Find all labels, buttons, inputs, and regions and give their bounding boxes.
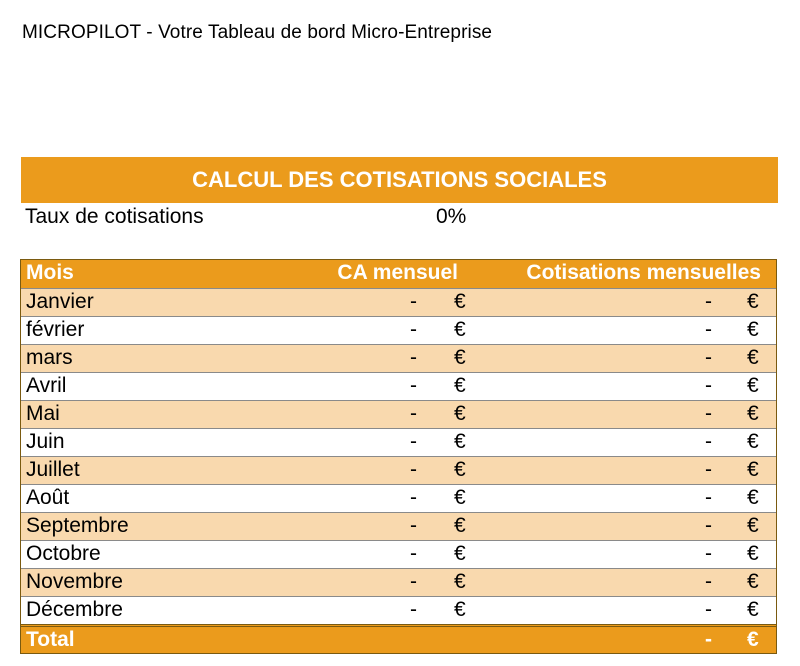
cot-value-cell[interactable]: - <box>705 486 712 509</box>
cot-value-cell[interactable]: - <box>705 346 712 369</box>
cot-value-cell[interactable]: - <box>705 430 712 453</box>
cot-currency: € <box>747 374 759 397</box>
ca-currency: € <box>454 486 466 509</box>
month-cell[interactable]: Avril <box>26 374 67 397</box>
ca-value-cell[interactable]: - <box>410 570 417 593</box>
table-total-row[interactable] <box>21 624 776 653</box>
rate-row <box>21 204 481 232</box>
table-row[interactable] <box>21 484 776 512</box>
cot-value-cell[interactable]: - <box>705 318 712 341</box>
cot-value-cell[interactable]: - <box>705 290 712 313</box>
total-cot-value-cell[interactable]: - <box>705 628 712 651</box>
section-banner <box>21 157 778 203</box>
cot-currency: € <box>747 430 759 453</box>
month-cell[interactable]: Octobre <box>26 542 101 565</box>
table-row[interactable] <box>21 288 776 316</box>
ca-currency: € <box>454 402 466 425</box>
cot-currency: € <box>747 514 759 537</box>
ca-value-cell[interactable]: - <box>410 542 417 565</box>
cot-currency: € <box>747 318 759 341</box>
table-row[interactable] <box>21 372 776 400</box>
header-ca: CA mensuel <box>337 261 458 284</box>
month-cell[interactable]: février <box>26 318 85 341</box>
ca-currency: € <box>454 542 466 565</box>
rate-label: Taux de cotisations <box>25 205 204 228</box>
ca-currency: € <box>454 458 466 481</box>
table-row[interactable] <box>21 540 776 568</box>
total-label: Total <box>26 628 75 651</box>
ca-currency: € <box>454 570 466 593</box>
table-row[interactable] <box>21 428 776 456</box>
table-row[interactable] <box>21 512 776 540</box>
month-cell[interactable]: Janvier <box>26 290 94 313</box>
month-cell[interactable]: Mai <box>26 402 60 425</box>
month-cell[interactable]: Novembre <box>26 570 123 593</box>
ca-currency: € <box>454 318 466 341</box>
ca-value-cell[interactable]: - <box>410 402 417 425</box>
cot-value-cell[interactable]: - <box>705 374 712 397</box>
ca-value-cell[interactable]: - <box>410 374 417 397</box>
month-cell[interactable]: Juin <box>26 430 65 453</box>
cot-currency: € <box>747 346 759 369</box>
cot-currency: € <box>747 598 759 621</box>
total-cot-currency: € <box>747 628 759 651</box>
table-row[interactable] <box>21 400 776 428</box>
cot-currency: € <box>747 542 759 565</box>
ca-value-cell[interactable]: - <box>410 430 417 453</box>
cot-value-cell[interactable]: - <box>705 542 712 565</box>
header-month: Mois <box>26 261 74 284</box>
ca-currency: € <box>454 346 466 369</box>
app-title: MICROPILOT - Votre Tableau de bord Micro-Entreprise <box>22 22 493 43</box>
cot-value-cell[interactable]: - <box>705 402 712 425</box>
ca-value-cell[interactable]: - <box>410 318 417 341</box>
cot-value-cell[interactable]: - <box>705 598 712 621</box>
table-row[interactable] <box>21 316 776 344</box>
table-header-row <box>21 260 776 288</box>
month-cell[interactable]: mars <box>26 346 73 369</box>
cot-currency: € <box>747 458 759 481</box>
month-cell[interactable]: Décembre <box>26 598 123 621</box>
section-banner-label: CALCUL DES COTISATIONS SOCIALES <box>192 167 607 192</box>
month-cell[interactable]: Septembre <box>26 514 129 537</box>
month-cell[interactable]: Juillet <box>26 458 80 481</box>
ca-currency: € <box>454 290 466 313</box>
ca-value-cell[interactable]: - <box>410 598 417 621</box>
ca-value-cell[interactable]: - <box>410 346 417 369</box>
cot-value-cell[interactable]: - <box>705 514 712 537</box>
rate-value-cell[interactable]: 0% <box>436 205 467 228</box>
cot-value-cell[interactable]: - <box>705 570 712 593</box>
month-cell[interactable]: Août <box>26 486 70 509</box>
cot-currency: € <box>747 486 759 509</box>
cot-value-cell[interactable]: - <box>705 458 712 481</box>
cot-currency: € <box>747 570 759 593</box>
header-cotisations: Cotisations mensuelles <box>526 261 761 284</box>
table-row[interactable] <box>21 344 776 372</box>
table-row[interactable] <box>21 568 776 596</box>
ca-value-cell[interactable]: - <box>410 458 417 481</box>
ca-value-cell[interactable]: - <box>410 486 417 509</box>
cot-currency: € <box>747 402 759 425</box>
ca-currency: € <box>454 598 466 621</box>
ca-currency: € <box>454 374 466 397</box>
ca-value-cell[interactable]: - <box>410 514 417 537</box>
ca-value-cell[interactable]: - <box>410 290 417 313</box>
ca-currency: € <box>454 430 466 453</box>
table-row[interactable] <box>21 456 776 484</box>
ca-currency: € <box>454 514 466 537</box>
cotisations-table <box>20 259 777 654</box>
cot-currency: € <box>747 290 759 313</box>
table-row[interactable] <box>21 596 776 624</box>
